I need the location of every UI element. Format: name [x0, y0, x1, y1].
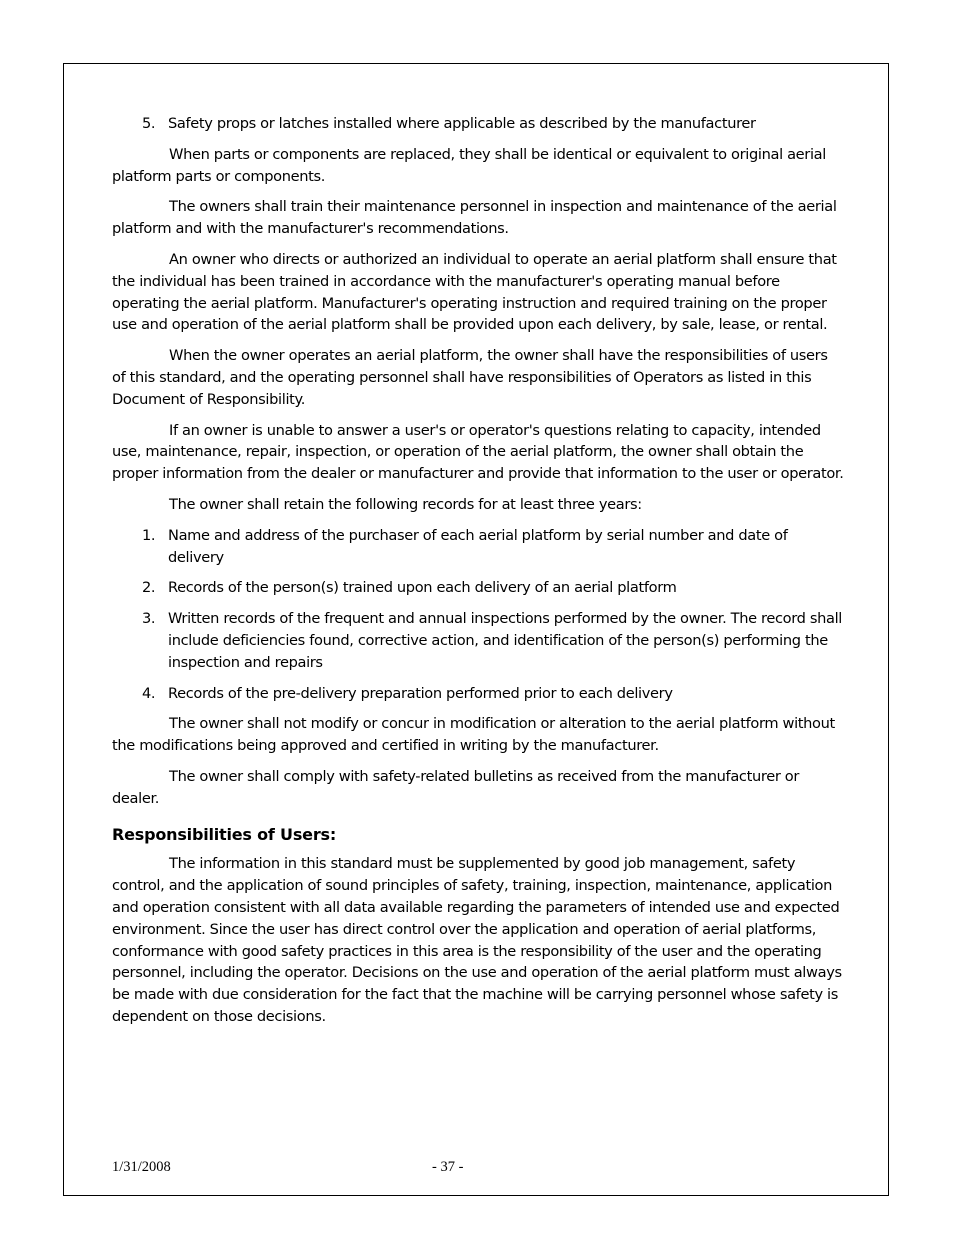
paragraph: An owner who directs or authorized an individual to operate an aerial platform shall ensure that the individual has been trained in accordance with the manufacturer's operating manual before operating the aerial platform. Manufacturer's operating instruction and required training on the proper use and operation of the aerial platform shall be provided upon each delivery, by sale, lease, or rental.: [112, 250, 837, 334]
paragraph: The owner shall not modify or concur in modification or alteration to the aerial platform without the modifications being approved and certified in writing by the manufacturer.: [112, 715, 835, 755]
document-body: [112, 113, 844, 1037]
list-item: 5. Safety props or latches installed where applicable as described by the manufacturer: [142, 115, 756, 132]
paragraph: When the owner operates an aerial platform, the owner shall have the responsibilities of users of this standard, and the operating personnel shall have responsibilities of Operators as listed in this Document of Responsibility.: [112, 347, 828, 408]
list-item: 3. Written records of the frequent and annual inspections performed by the owner. The record shall include deficiencies found, corrective action, and identification of the person(s) performing the inspection and repairs: [142, 610, 842, 671]
paragraph: The owners shall train their maintenance personnel in inspection and maintenance of the aerial platform and with the manufacturer's recommendations.: [112, 198, 837, 238]
paragraph: If an owner is unable to answer a user's or operator's questions relating to capacity, intended use, maintenance, repair, inspection, or operation of the aerial platform, the owner shall obtain the proper information from the dealer or manufacturer and provide that information to the user or operator.: [112, 421, 844, 483]
paragraph: The owner shall comply with safety-related bulletins as received from the manufacturer or dealer.: [112, 767, 799, 807]
paragraph: When parts or components are replaced, they shall be identical or equivalent to original aerial platform parts or components.: [112, 145, 826, 185]
paragraph: The owner shall retain the following records for at least three years:: [169, 495, 642, 513]
section-heading: Responsibilities of Users:: [112, 824, 337, 844]
page-number: - 37 -: [432, 1159, 464, 1175]
list-item: 1. Name and address of the purchaser of each aerial platform by serial number and date of delivery: [142, 526, 788, 566]
list-item: 2. Records of the person(s) trained upon each delivery of an aerial platform: [142, 579, 677, 597]
paragraph: The information in this standard must be supplemented by good job management, safety control, and the application of sound principles of safety, training, inspection, maintenance, application and operation consistent with all data available regarding the parameters of intended use and expected environment. Since the user has direct control over the application and operation of aerial platforms, conformance with good safety practices in this area is the responsibility of the user and the operating personnel, including the operator. Decisions on the use and operation of the aerial platform must always be made with due consideration for the fact that the machine will be carrying personnel whose safety is dependent on those decisions.: [112, 855, 842, 1025]
footer-date: 1/31/2008: [112, 1159, 171, 1175]
list-item: 4. Records of the pre-delivery preparation performed prior to each delivery: [142, 684, 673, 702]
